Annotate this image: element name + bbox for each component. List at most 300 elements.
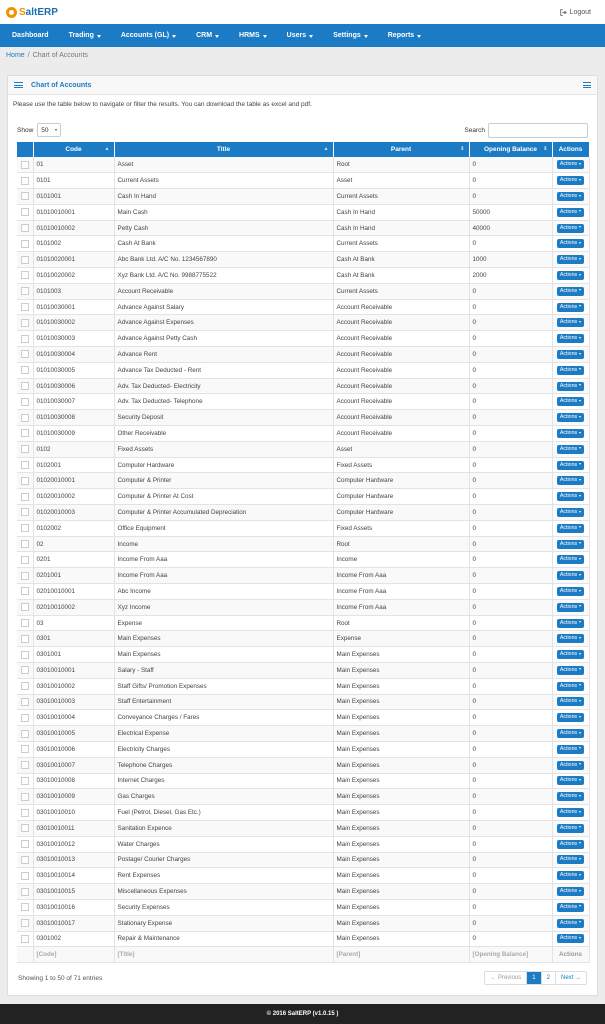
table-row[interactable] — [17, 615, 589, 631]
caret-down-icon — [97, 35, 101, 38]
table-row[interactable] — [17, 552, 589, 568]
row-actions-button[interactable]: Actions — [557, 840, 584, 849]
table-row[interactable] — [17, 489, 589, 505]
table-row[interactable] — [17, 773, 589, 789]
filter-opening-balance[interactable]: [Opening Balance] — [469, 947, 552, 963]
row-actions-button[interactable]: Actions — [557, 555, 584, 564]
nav-item-label: Settings — [333, 32, 361, 39]
row-actions-button[interactable]: Actions — [557, 492, 584, 501]
row-actions-button[interactable]: Actions — [557, 666, 584, 675]
cell-opening-balance: 0 — [469, 773, 552, 789]
row-checkbox[interactable] — [21, 698, 29, 706]
row-actions-button[interactable]: Actions — [557, 318, 584, 327]
page-1-button[interactable]: 1 — [527, 972, 541, 984]
table-row[interactable] — [17, 915, 589, 931]
nav-item-accounts-gl[interactable] — [115, 24, 190, 47]
cell-opening-balance: 0 — [469, 410, 552, 426]
cell-parent: Income From Aaa — [333, 584, 469, 600]
nav-item-label: HRMS — [239, 32, 260, 39]
cell-code: 01 — [33, 157, 114, 173]
row-checkbox[interactable] — [21, 493, 29, 501]
column-header-parent[interactable]: Parent ⇕ — [333, 142, 469, 157]
cell-parent: Main Expenses — [333, 663, 469, 679]
cell-code: 01010030007 — [33, 394, 114, 410]
nav-item-dashboard[interactable] — [6, 24, 63, 47]
table-row[interactable] — [17, 599, 589, 615]
table-header-row — [17, 142, 589, 157]
row-actions-button[interactable]: Actions — [557, 745, 584, 754]
cell-parent: Main Expenses — [333, 773, 469, 789]
table-row[interactable] — [17, 663, 589, 679]
cell-opening-balance: 0 — [469, 631, 552, 647]
cell-opening-balance: 0 — [469, 552, 552, 568]
main-nav — [0, 24, 605, 47]
table-row[interactable] — [17, 236, 589, 252]
row-checkbox[interactable] — [21, 793, 29, 801]
caret-down-icon — [309, 35, 313, 38]
row-checkbox[interactable] — [21, 224, 29, 232]
cell-title: Staff Entertainment — [114, 694, 333, 710]
row-actions-button[interactable]: Actions — [557, 445, 584, 454]
cell-opening-balance: 0 — [469, 899, 552, 915]
row-checkbox[interactable] — [21, 429, 29, 437]
table-row[interactable] — [17, 568, 589, 584]
row-actions-button[interactable]: Actions — [557, 382, 584, 391]
row-actions-button[interactable]: Actions — [557, 255, 584, 264]
breadcrumb-home[interactable]: Home — [6, 52, 25, 59]
row-actions-button[interactable]: Actions — [557, 903, 584, 912]
row-actions-button[interactable]: Actions — [557, 397, 584, 406]
logout-label: Logout — [569, 8, 591, 16]
row-checkbox[interactable] — [21, 350, 29, 358]
cell-title: Petty Cash — [114, 220, 333, 236]
table-row[interactable] — [17, 505, 589, 521]
cell-opening-balance: 0 — [469, 173, 552, 189]
nav-item-users[interactable] — [281, 24, 327, 47]
row-checkbox[interactable] — [21, 888, 29, 896]
cell-code: 03010010004 — [33, 710, 114, 726]
row-actions-button[interactable]: Actions — [557, 540, 584, 549]
cell-code: 02010010002 — [33, 599, 114, 615]
row-actions-button[interactable]: Actions — [557, 619, 584, 628]
row-actions-button[interactable]: Actions — [557, 287, 584, 296]
cell-parent: Cash At Bank — [333, 268, 469, 284]
nav-item-settings[interactable] — [327, 24, 382, 47]
row-actions-button[interactable]: Actions — [557, 761, 584, 770]
table-bottom — [8, 971, 597, 985]
table-row[interactable] — [17, 899, 589, 915]
caret-down-icon — [364, 35, 368, 38]
row-actions-button[interactable]: Actions — [557, 192, 584, 201]
row-checkbox[interactable] — [21, 303, 29, 311]
cell-code: 03010010002 — [33, 678, 114, 694]
row-actions-button[interactable]: Actions — [557, 650, 584, 659]
previous-page-button[interactable]: ← Previous — [485, 972, 527, 984]
nav-item-crm[interactable] — [190, 24, 233, 47]
cell-title: Advance Rent — [114, 347, 333, 363]
row-actions-button[interactable]: Actions — [557, 713, 584, 722]
cell-code: 03010010011 — [33, 820, 114, 836]
cell-title: Conveyance Charges / Fares — [114, 710, 333, 726]
cell-parent: Main Expenses — [333, 915, 469, 931]
row-checkbox[interactable] — [21, 256, 29, 264]
row-checkbox[interactable] — [21, 477, 29, 485]
row-checkbox[interactable] — [21, 730, 29, 738]
table-row[interactable] — [17, 362, 589, 378]
row-checkbox[interactable] — [21, 556, 29, 564]
row-actions-button[interactable]: Actions — [557, 160, 584, 169]
row-checkbox[interactable] — [21, 840, 29, 848]
page-size-select[interactable] — [37, 123, 61, 137]
cell-code: 03010010013 — [33, 852, 114, 868]
cell-title: Fixed Assets — [114, 441, 333, 457]
row-checkbox[interactable] — [21, 335, 29, 343]
cell-parent: Account Receivable — [333, 299, 469, 315]
table-row[interactable] — [17, 789, 589, 805]
table-row[interactable] — [17, 647, 589, 663]
row-actions-button[interactable]: Actions — [557, 919, 584, 928]
cell-title: Internet Charges — [114, 773, 333, 789]
row-checkbox[interactable] — [21, 903, 29, 911]
row-actions-button[interactable]: Actions — [557, 476, 584, 485]
cell-title: Expense — [114, 615, 333, 631]
table-controls — [8, 120, 597, 140]
table-row[interactable] — [17, 394, 589, 410]
cell-title: Advance Against Salary — [114, 299, 333, 315]
table-row[interactable] — [17, 931, 589, 947]
cell-title: Main Expenses — [114, 631, 333, 647]
brand-logo[interactable] — [6, 7, 58, 18]
cell-code: 0102 — [33, 441, 114, 457]
cell-opening-balance: 0 — [469, 283, 552, 299]
cell-parent: Main Expenses — [333, 899, 469, 915]
row-checkbox[interactable] — [21, 508, 29, 516]
table-row[interactable] — [17, 204, 589, 220]
cell-title: Office Equipment — [114, 520, 333, 536]
table-row[interactable] — [17, 694, 589, 710]
logout-link[interactable] — [560, 9, 591, 16]
row-checkbox[interactable] — [21, 809, 29, 817]
cell-parent: Fixed Assets — [333, 457, 469, 473]
row-checkbox[interactable] — [21, 192, 29, 200]
show-label: Show — [17, 126, 34, 134]
cell-opening-balance: 0 — [469, 931, 552, 947]
cell-parent: Main Expenses — [333, 836, 469, 852]
list-icon — [14, 82, 23, 88]
filter-code[interactable]: [Code] — [33, 947, 114, 963]
row-actions-button[interactable]: Actions — [557, 808, 584, 817]
cell-title: Xyz Income — [114, 599, 333, 615]
cell-title: Computer & Printer Accumulated Depreciation — [114, 505, 333, 521]
table-row[interactable] — [17, 173, 589, 189]
cell-title: Sanitation Expence — [114, 820, 333, 836]
table-row[interactable] — [17, 220, 589, 236]
table-footer-row — [17, 947, 589, 963]
select-all-header — [17, 142, 33, 157]
nav-item-label: Dashboard — [12, 32, 49, 39]
row-actions-button[interactable]: Actions — [557, 271, 584, 280]
cell-code: 01010030005 — [33, 362, 114, 378]
panel-description: Please use the table below to navigate or filter the results. You can download the table as excel and pdf. — [13, 101, 312, 108]
cell-parent: Asset — [333, 173, 469, 189]
table-row[interactable] — [17, 189, 589, 205]
cell-parent: Main Expenses — [333, 726, 469, 742]
table-row[interactable] — [17, 852, 589, 868]
table-row[interactable] — [17, 283, 589, 299]
table-row[interactable] — [17, 678, 589, 694]
cell-title: Current Assets — [114, 173, 333, 189]
cell-parent: Main Expenses — [333, 678, 469, 694]
cell-code: 03010010014 — [33, 868, 114, 884]
cell-title: Account Receivable — [114, 283, 333, 299]
row-actions-button[interactable]: Actions — [557, 792, 584, 801]
panel-header — [8, 76, 597, 95]
cell-code: 01010030003 — [33, 331, 114, 347]
row-checkbox[interactable] — [21, 666, 29, 674]
table-row[interactable] — [17, 741, 589, 757]
cell-parent: Root — [333, 615, 469, 631]
row-checkbox[interactable] — [21, 745, 29, 753]
row-actions-button[interactable]: Actions — [557, 634, 584, 643]
nav-item-label: CRM — [196, 32, 213, 39]
row-actions-button[interactable]: Actions — [557, 334, 584, 343]
table-row[interactable] — [17, 347, 589, 363]
row-actions-button[interactable]: Actions — [557, 571, 584, 580]
row-checkbox[interactable] — [21, 240, 29, 248]
cell-code: 01020010001 — [33, 473, 114, 489]
row-actions-button[interactable]: Actions — [557, 461, 584, 470]
cell-title: Cash In Hand — [114, 189, 333, 205]
row-actions-button[interactable]: Actions — [557, 524, 584, 533]
table-row[interactable] — [17, 836, 589, 852]
row-checkbox[interactable] — [21, 271, 29, 279]
sort-icon: ⇕ — [543, 146, 548, 152]
cell-title: Adv. Tax Deducted- Electricity — [114, 378, 333, 394]
row-actions-button[interactable]: Actions — [557, 887, 584, 896]
sort-asc-icon: ▲ — [323, 146, 329, 152]
cell-opening-balance: 0 — [469, 568, 552, 584]
cell-opening-balance: 0 — [469, 347, 552, 363]
nav-item-trading[interactable] — [63, 24, 115, 47]
row-actions-button[interactable]: Actions — [557, 366, 584, 375]
table-row[interactable] — [17, 726, 589, 742]
cell-opening-balance: 0 — [469, 820, 552, 836]
cell-parent: Current Assets — [333, 236, 469, 252]
cell-parent: Computer Hardware — [333, 473, 469, 489]
cell-opening-balance: 0 — [469, 615, 552, 631]
row-checkbox[interactable] — [21, 651, 29, 659]
row-actions-button[interactable]: Actions — [557, 176, 584, 185]
row-checkbox[interactable] — [21, 714, 29, 722]
panel-menu-icon[interactable] — [583, 82, 591, 88]
row-checkbox[interactable] — [21, 161, 29, 169]
table-row[interactable] — [17, 410, 589, 426]
table-row[interactable] — [17, 868, 589, 884]
cell-parent: Main Expenses — [333, 710, 469, 726]
row-checkbox[interactable] — [21, 445, 29, 453]
row-actions-button[interactable]: Actions — [557, 224, 584, 233]
cell-opening-balance: 0 — [469, 441, 552, 457]
nav-item-label: Accounts (GL) — [120, 32, 170, 39]
cell-opening-balance: 0 — [469, 852, 552, 868]
cell-title: Other Receivable — [114, 426, 333, 442]
column-header-actions: Actions — [552, 142, 589, 157]
row-checkbox[interactable] — [21, 587, 29, 595]
row-checkbox[interactable] — [21, 777, 29, 785]
table-row[interactable] — [17, 757, 589, 773]
row-checkbox[interactable] — [21, 382, 29, 390]
cell-title: Repair & Maintenance — [114, 931, 333, 947]
page-2-button[interactable]: 2 — [542, 972, 556, 984]
cell-code: 01010030006 — [33, 378, 114, 394]
nav-item-hrms[interactable] — [233, 24, 281, 47]
cell-opening-balance: 50000 — [469, 204, 552, 220]
filter-title[interactable]: [Title] — [114, 947, 333, 963]
page-footer: © 2016 SaltERP (v1.0.15 ) — [0, 1004, 605, 1024]
row-checkbox[interactable] — [21, 682, 29, 690]
panel-title: Chart of Accounts — [31, 81, 92, 89]
cell-title: Computer Hardware — [114, 457, 333, 473]
row-checkbox[interactable] — [21, 398, 29, 406]
cell-code: 03010010003 — [33, 694, 114, 710]
row-checkbox[interactable] — [21, 366, 29, 374]
row-actions-button[interactable]: Actions — [557, 350, 584, 359]
cell-title: Abc Bank Ltd. A/C No. 1234567890 — [114, 252, 333, 268]
row-actions-button[interactable]: Actions — [557, 303, 584, 312]
table-row[interactable] — [17, 710, 589, 726]
caret-down-icon — [215, 35, 219, 38]
table-row[interactable] — [17, 473, 589, 489]
cell-parent: Main Expenses — [333, 852, 469, 868]
cell-opening-balance: 0 — [469, 868, 552, 884]
table-row[interactable] — [17, 315, 589, 331]
row-actions-button[interactable]: Actions — [557, 871, 584, 880]
row-actions-button[interactable]: Actions — [557, 824, 584, 833]
cell-title: Staff Gifts/ Promotion Expenses — [114, 678, 333, 694]
cell-opening-balance: 0 — [469, 315, 552, 331]
row-actions-button[interactable]: Actions — [557, 603, 584, 612]
breadcrumb-current: Chart of Accounts — [32, 52, 88, 59]
row-checkbox[interactable] — [21, 208, 29, 216]
table-row[interactable] — [17, 820, 589, 836]
row-checkbox[interactable] — [21, 461, 29, 469]
row-checkbox[interactable] — [21, 824, 29, 832]
table-row[interactable] — [17, 884, 589, 900]
table-row[interactable] — [17, 157, 589, 173]
cell-parent: Income From Aaa — [333, 568, 469, 584]
cell-opening-balance: 0 — [469, 789, 552, 805]
column-header-code[interactable]: Code ▲ — [33, 142, 114, 157]
table-row[interactable] — [17, 299, 589, 315]
cell-title: Xyz Bank Ltd. A/C No. 9988775522 — [114, 268, 333, 284]
row-checkbox[interactable] — [21, 603, 29, 611]
cell-parent: Main Expenses — [333, 805, 469, 821]
row-actions-button[interactable]: Actions — [557, 855, 584, 864]
cell-parent: Computer Hardware — [333, 505, 469, 521]
table-row[interactable] — [17, 378, 589, 394]
row-actions-button[interactable]: Actions — [557, 697, 584, 706]
row-actions-button[interactable]: Actions — [557, 729, 584, 738]
column-header-title[interactable]: Title ▲ — [114, 142, 333, 157]
row-checkbox[interactable] — [21, 414, 29, 422]
row-actions-button[interactable]: Actions — [557, 413, 584, 422]
row-checkbox[interactable] — [21, 540, 29, 548]
filter-parent[interactable]: [Parent] — [333, 947, 469, 963]
row-actions-button[interactable]: Actions — [557, 429, 584, 438]
row-checkbox[interactable] — [21, 177, 29, 185]
accounts-table — [17, 142, 590, 963]
cell-title: Postage/ Courier Charges — [114, 852, 333, 868]
next-page-button[interactable]: Next → — [560, 975, 581, 982]
caret-down-icon — [263, 35, 267, 38]
table-row[interactable] — [17, 441, 589, 457]
row-actions-button[interactable]: Actions — [557, 208, 584, 217]
row-checkbox[interactable] — [21, 524, 29, 532]
cell-opening-balance: 0 — [469, 726, 552, 742]
table-row[interactable] — [17, 426, 589, 442]
cell-parent: Main Expenses — [333, 868, 469, 884]
cell-code: 01020010003 — [33, 505, 114, 521]
table-row[interactable] — [17, 331, 589, 347]
row-checkbox[interactable] — [21, 919, 29, 927]
search-input[interactable] — [488, 123, 588, 138]
cell-code: 02 — [33, 536, 114, 552]
row-checkbox[interactable] — [21, 872, 29, 880]
cell-title: Income — [114, 536, 333, 552]
cell-parent: Main Expenses — [333, 931, 469, 947]
table-row[interactable] — [17, 584, 589, 600]
row-checkbox[interactable] — [21, 635, 29, 643]
cell-title: Asset — [114, 157, 333, 173]
column-header-opening-balance[interactable]: Opening Balance ⇕ — [469, 142, 552, 157]
row-actions-button[interactable]: Actions — [557, 934, 584, 943]
row-actions-button[interactable]: Actions — [557, 508, 584, 517]
cell-code: 0201 — [33, 552, 114, 568]
row-checkbox[interactable] — [21, 572, 29, 580]
page-size-value: 50 — [41, 126, 49, 134]
cell-code: 0301001 — [33, 647, 114, 663]
row-actions-button[interactable]: Actions — [557, 682, 584, 691]
table-row[interactable] — [17, 631, 589, 647]
row-checkbox[interactable] — [21, 856, 29, 864]
cell-opening-balance: 0 — [469, 457, 552, 473]
row-actions-button[interactable]: Actions — [557, 776, 584, 785]
row-checkbox[interactable] — [21, 287, 29, 295]
row-actions-button[interactable]: Actions — [557, 239, 584, 248]
cell-title: Fuel (Petrol, Diesel, Gas Etc.) — [114, 805, 333, 821]
cell-opening-balance: 0 — [469, 884, 552, 900]
cell-code: 01010020002 — [33, 268, 114, 284]
table-row[interactable] — [17, 252, 589, 268]
table-row[interactable] — [17, 520, 589, 536]
row-actions-button[interactable]: Actions — [557, 587, 584, 596]
row-checkbox[interactable] — [21, 619, 29, 627]
table-row[interactable] — [17, 805, 589, 821]
chevron-down-icon — [55, 129, 57, 131]
table-row[interactable] — [17, 536, 589, 552]
table-row[interactable] — [17, 457, 589, 473]
row-checkbox[interactable] — [21, 319, 29, 327]
table-row[interactable] — [17, 268, 589, 284]
nav-item-reports[interactable] — [382, 24, 435, 47]
cell-title: Cash At Bank — [114, 236, 333, 252]
cell-opening-balance: 0 — [469, 473, 552, 489]
cell-title: Security Deposit — [114, 410, 333, 426]
cell-title: Adv. Tax Deducted- Telephone — [114, 394, 333, 410]
row-checkbox[interactable] — [21, 935, 29, 943]
row-checkbox[interactable] — [21, 761, 29, 769]
cell-title: Salary - Staff — [114, 663, 333, 679]
